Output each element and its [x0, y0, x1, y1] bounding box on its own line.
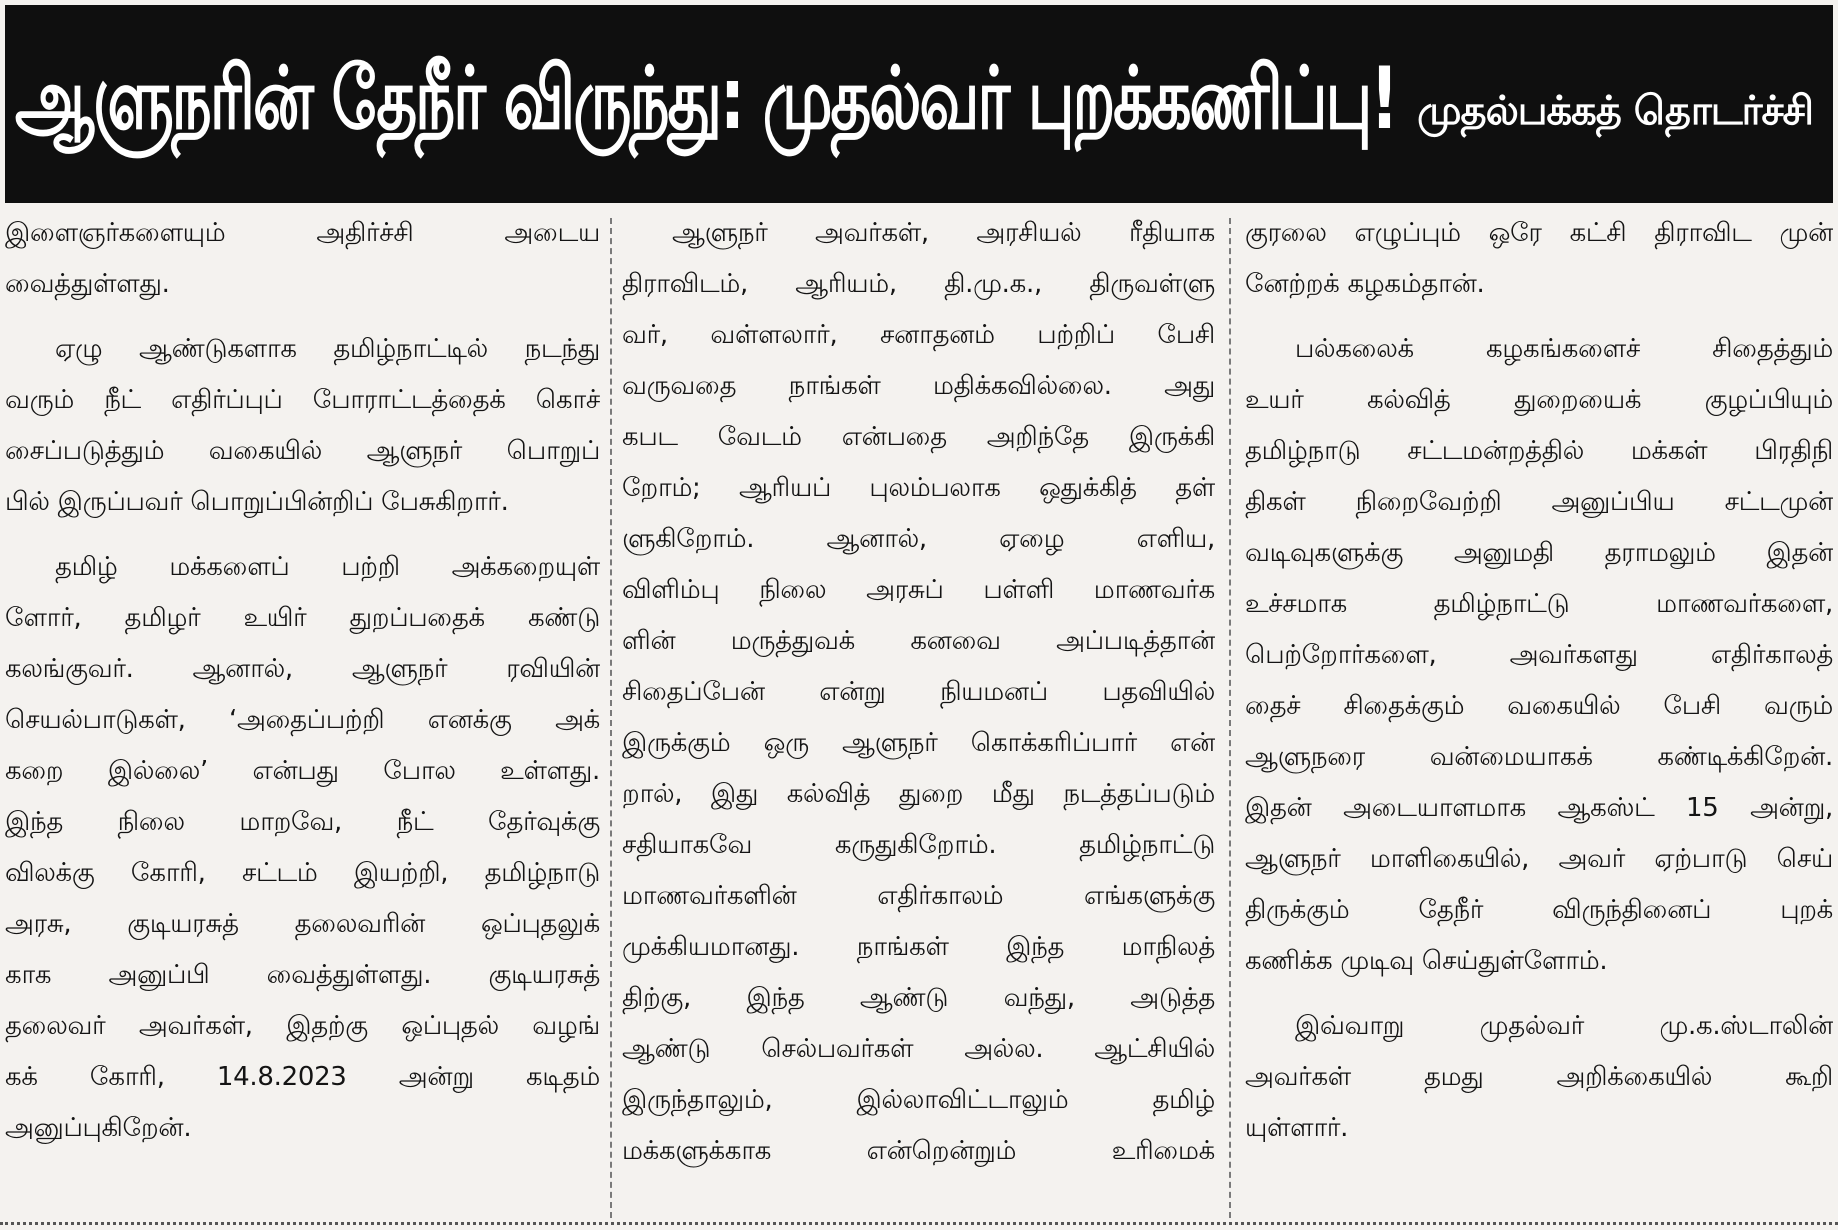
article-line: ளுகிறோம். ஆனால், ஏழை எளிய, — [622, 524, 1215, 554]
article-line: கணிக்க முடிவு செய்துள்ளோம். — [1245, 946, 1608, 976]
article-line: பெற்றோர்களை, அவர்களது எதிர்காலத் — [1245, 640, 1833, 670]
article-line: இந்த நிலை மாறவே, நீட் தேர்வுக்கு — [5, 807, 600, 837]
article-line: இதன் அடையாளமாக ஆகஸ்ட் 15 அன்று, — [1245, 793, 1833, 823]
article-line: இளைஞர்களையும் அதிர்ச்சி அடைய — [5, 218, 600, 248]
article-line: முக்கியமானது. நாங்கள் இந்த மாநிலத் — [622, 932, 1215, 962]
article-line: யுள்ளார். — [1245, 1113, 1349, 1143]
article-line: றோம்; ஆரியப் புலம்பலாக ஒதுக்கித் தள் — [622, 473, 1215, 503]
article-line: அவர்கள் தமது அறிக்கையில் கூறி — [1245, 1062, 1833, 1092]
article-line: திராவிடம், ஆரியம், தி.மு.க., திருவள்ளு — [622, 269, 1215, 299]
article-column-2 — [622, 208, 1215, 1218]
article-line: தலைவர் அவர்கள், இதற்கு ஒப்புதல் வழங் — [5, 1011, 600, 1041]
article-line: பில் இருப்பவர் பொறுப்பின்றிப் பேசுகிறார். — [5, 487, 509, 517]
article-line: வைத்துள்ளது. — [5, 269, 170, 299]
article-line: கக் கோரி, 14.8.2023 அன்று கடிதம் — [5, 1062, 600, 1092]
bottom-dotted-rule — [0, 1222, 1838, 1225]
article-body — [0, 208, 1838, 1218]
article-line: வர், வள்ளலார், சனாதனம் பற்றிப் பேசி — [622, 320, 1215, 350]
article-column-3 — [1245, 208, 1833, 1218]
article-line: ஆளுநரை வன்மையாகக் கண்டிக்கிறேன். — [1245, 742, 1833, 772]
article-line: சிதைப்பேன் என்று நியமனப் பதவியில் — [622, 677, 1215, 707]
article-line: கபட வேடம் என்பதை அறிந்தே இருக்கி — [622, 422, 1215, 452]
article-line: சைப்படுத்தும் வகையில் ஆளுநர் பொறுப் — [5, 436, 600, 466]
article-line: சதியாகவே கருதுகிறோம். தமிழ்நாட்டு — [622, 830, 1215, 860]
article-line: இருந்தாலும், இல்லாவிட்டாலும் தமிழ் — [622, 1085, 1215, 1115]
article-line: திற்கு, இந்த ஆண்டு வந்து, அடுத்த — [622, 983, 1215, 1013]
article-line: மக்களுக்காக என்றென்றும் உரிமைக் — [622, 1136, 1215, 1166]
article-line: விலக்கு கோரி, சட்டம் இயற்றி, தமிழ்நாடு — [5, 858, 600, 888]
article-line: னேற்றக் கழகம்தான். — [1245, 269, 1485, 299]
article-line: ஆளுநர் அவர்கள், அரசியல் ரீதியாக — [672, 218, 1215, 248]
article-line: வரும் நீட் எதிர்ப்புப் போராட்டத்தைக் கொச் — [5, 385, 600, 415]
article-line: கலங்குவர். ஆனால், ஆளுநர் ரவியின் — [5, 654, 600, 684]
headline-banner — [5, 5, 1833, 203]
headline: ஆளுநரின் தேநீர் விருந்து: முதல்வர் புறக்கணிப்பு! — [15, 49, 1397, 149]
article-line: தமிழ் மக்களைப் பற்றி அக்கறையுள் — [55, 552, 600, 582]
article-line: அரசு, குடியரசுத் தலைவரின் ஒப்புதலுக் — [5, 909, 600, 939]
article-line: இவ்வாறு முதல்வர் மு.க.ஸ்டாலின் — [1295, 1011, 1833, 1041]
article-line: ளோர், தமிழர் உயிர் துறப்பதைக் கண்டு — [5, 603, 600, 633]
continuation-label: முதல்பக்கத் தொடர்ச்சி — [1417, 88, 1813, 134]
article-line: ஏழு ஆண்டுகளாக தமிழ்நாட்டில் நடந்து — [55, 334, 600, 364]
article-line: ளின் மருத்துவக் கனவை அப்படித்தான் — [622, 626, 1215, 656]
article-line: மாணவர்களின் எதிர்காலம் எங்களுக்கு — [622, 881, 1215, 911]
article-line: இருக்கும் ஒரு ஆளுநர் கொக்கரிப்பார் என் — [622, 728, 1215, 758]
article-line: உச்சமாக தமிழ்நாட்டு மாணவர்களை, — [1245, 589, 1833, 619]
article-line: செயல்பாடுகள், ‘அதைப்பற்றி எனக்கு அக் — [5, 705, 600, 735]
article-line: ஆளுநர் மாளிகையில், அவர் ஏற்பாடு செய் — [1245, 844, 1833, 874]
article-line: தைச் சிதைக்கும் வகையில் பேசி வரும் — [1245, 691, 1833, 721]
article-line: தமிழ்நாடு சட்டமன்றத்தில் மக்கள் பிரதிநி — [1245, 436, 1833, 466]
article-column-1 — [5, 208, 600, 1218]
article-line: விளிம்பு நிலை அரசுப் பள்ளி மாணவர்க — [622, 575, 1215, 605]
article-line: திருக்கும் தேநீர் விருந்தினைப் புறக் — [1245, 895, 1833, 925]
article-line: பல்கலைக் கழகங்களைச் சிதைத்தும் — [1295, 334, 1833, 364]
article-line: வடிவுகளுக்கு அனுமதி தராமலும் இதன் — [1245, 538, 1833, 568]
article-line: குரலை எழுப்பும் ஒரே கட்சி திராவிட முன் — [1245, 218, 1833, 248]
article-line: ஆண்டு செல்பவர்கள் அல்ல. ஆட்சியில் — [622, 1034, 1215, 1064]
article-line: கறை இல்லை’ என்பது போல உள்ளது. — [5, 756, 600, 786]
article-line: றால், இது கல்வித் துறை மீது நடத்தப்படும் — [622, 779, 1215, 809]
article-line: வருவதை நாங்கள் மதிக்கவில்லை. அது — [622, 371, 1215, 401]
article-line: காக அனுப்பி வைத்துள்ளது. குடியரசுத் — [5, 960, 600, 990]
article-line: உயர் கல்வித் துறையைக் குழப்பியும் — [1245, 385, 1833, 415]
article-line: திகள் நிறைவேற்றி அனுப்பிய சட்டமுன் — [1245, 487, 1833, 517]
article-line: அனுப்புகிறேன். — [5, 1113, 192, 1143]
